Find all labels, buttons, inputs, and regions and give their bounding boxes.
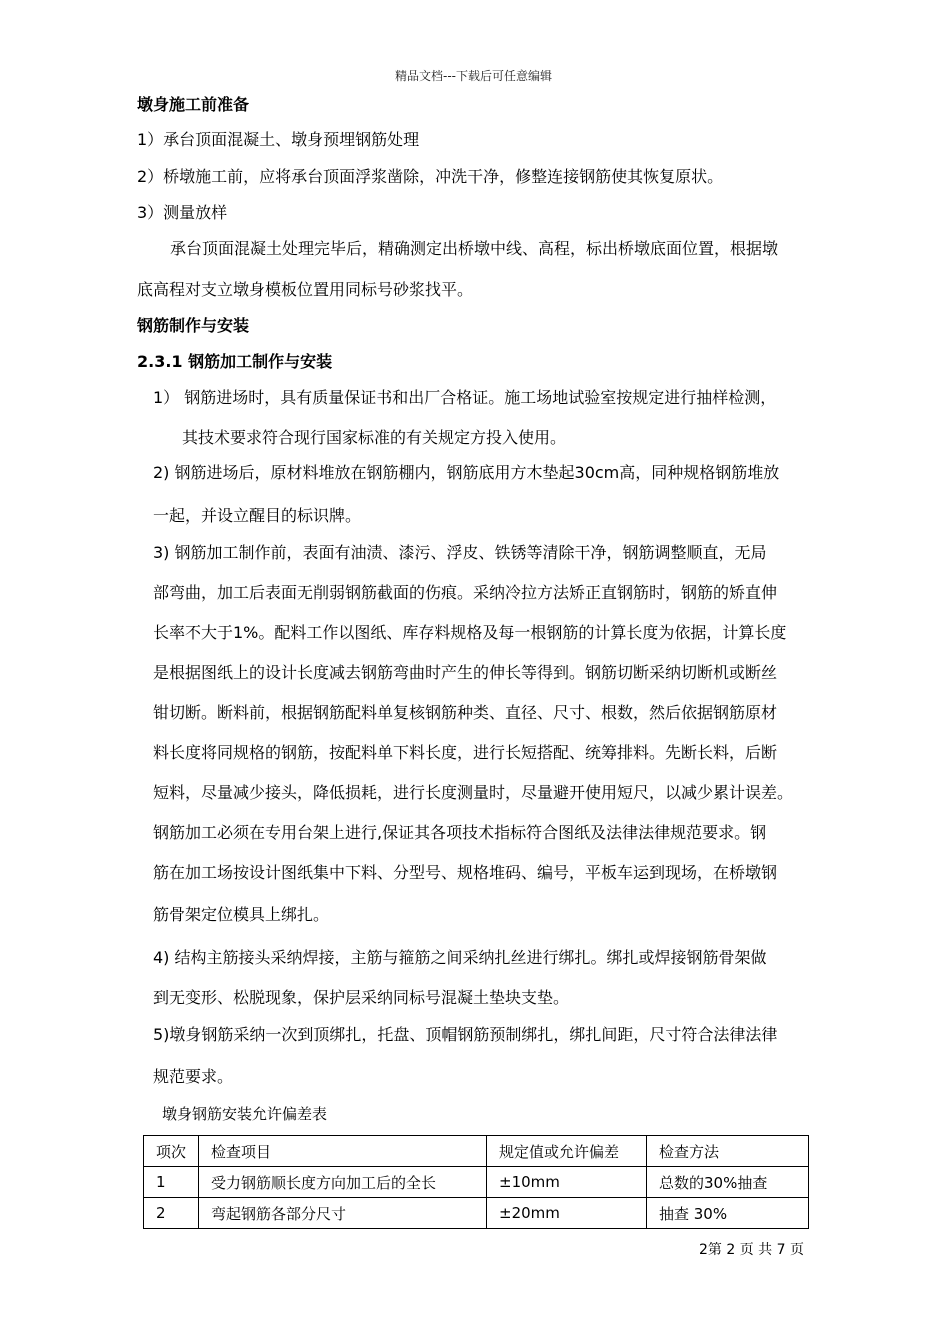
paragraph-line: 3) 钢筋加工制作前，表面有油渍、漆污、浮皮、铁锈等清除干净，钢筋调整顺直，无局: [153, 543, 767, 562]
paragraph-line: 1） 钢筋进场时，具有质量保证书和出厂合格证。施工场地试验室按规定进行抽样检测，: [153, 388, 777, 407]
table-cell: ±10mm: [487, 1167, 647, 1198]
table-cell: 受力钢筋顺长度方向加工后的全长: [199, 1167, 487, 1198]
table-cell: ±20mm: [487, 1198, 647, 1229]
paragraph-line: 规范要求。: [153, 1067, 234, 1086]
paragraph-line: 1）承台顶面混凝土、墩身预埋钢筋处理: [137, 130, 420, 149]
paragraph-line: 短料，尽量减少接头，降低损耗，进行长度测量时，尽量避开使用短尺，以减少累计误差。: [153, 783, 794, 802]
paragraph-line: 4) 结构主筋接头采纳焊接，主筋与箍筋之间采纳扎丝进行绑扎。绑扎或焊接钢筋骨架做: [153, 948, 767, 967]
paragraph-line: 部弯曲，加工后表面无削弱钢筋截面的伤痕。采纳冷拉方法矫正直钢筋时，钢筋的矫直伸: [153, 583, 778, 602]
paragraph-line: 5)墩身钢筋采纳一次到顶绑扎，托盘、顶帽钢筋预制绑扎，绑扎间距，尺寸符合法律法律: [153, 1025, 778, 1044]
paragraph-line: 筋在加工场按设计图纸集中下料、分型号、规格堆码、编号，平板车运到现场，在桥墩钢: [153, 863, 778, 882]
deviation-table: [143, 1135, 809, 1229]
paragraph-line: 一起，并设立醒目的标识牌。: [153, 506, 362, 525]
subsection-heading: 2.3.1 钢筋加工制作与安装: [137, 352, 333, 371]
table-cell: 抽查 30%: [647, 1198, 809, 1229]
paragraph-line: 2）桥墩施工前，应将承台顶面浮浆凿除，冲洗干净，修整连接钢筋使其恢复原状。: [137, 167, 724, 186]
table-cell: 总数的30%抽查: [647, 1167, 809, 1198]
paragraph-line: 筋骨架定位模具上绑扎。: [153, 905, 330, 924]
section-heading-pier-prep: 墩身施工前准备: [137, 95, 250, 114]
table-header-cell: 检查方法: [647, 1136, 809, 1167]
table-cell: 2: [144, 1198, 199, 1229]
paragraph-line: 到无变形、松脱现象，保护层采纳同标号混凝土垫块支垫。: [153, 988, 570, 1007]
table-header-row: [144, 1136, 809, 1167]
page-footer: 2第 2 页 共 7 页: [699, 1242, 804, 1258]
paragraph-line: 是根据图纸上的设计长度减去钢筋弯曲时产生的伸长等得到。钢筋切断采纳切断机或断丝: [153, 663, 778, 682]
paragraph-line: 料长度将同规格的钢筋，按配料单下料长度，进行长短搭配、统筹排料。先断长料，后断: [153, 743, 778, 762]
page-header: 精品文档---下载后可任意编辑: [395, 69, 552, 83]
table-row: [144, 1167, 809, 1198]
table-header-cell: 规定值或允许偏差: [487, 1136, 647, 1167]
paragraph-line: 其技术要求符合现行国家标准的有关规定方投入使用。: [182, 428, 567, 447]
table-cell: 弯起钢筋各部分尺寸: [199, 1198, 487, 1229]
table-cell: 1: [144, 1167, 199, 1198]
paragraph-line: 钢筋加工必须在专用台架上进行,保证其各项技术指标符合图纸及法律法律规范要求。钢: [153, 823, 767, 842]
table-caption: 墩身钢筋安装允许偏差表: [162, 1105, 328, 1123]
table-header-cell: 项次: [144, 1136, 199, 1167]
paragraph-line: 承台顶面混凝土处理完毕后，精确测定出桥墩中线、高程，标出桥墩底面位置，根据墩: [170, 239, 779, 258]
paragraph-line: 长率不大于1%。配料工作以图纸、库存料规格及每一根钢筋的计算长度为依据，计算长度: [153, 623, 787, 642]
paragraph-line: 底高程对支立墩身模板位置用同标号砂浆找平。: [137, 280, 474, 299]
table-row: [144, 1198, 809, 1229]
table-header-cell: 检查项目: [199, 1136, 487, 1167]
section-heading-rebar: 钢筋制作与安装: [137, 316, 250, 335]
paragraph-line: 2) 钢筋进场后，原材料堆放在钢筋棚内，钢筋底用方木垫起30cm高，同种规格钢筋堆放: [153, 463, 780, 482]
paragraph-line: 钳切断。断料前，根据钢筋配料单复核钢筋种类、直径、尺寸、根数，然后依据钢筋原材: [153, 703, 778, 722]
paragraph-line: 3）测量放样: [137, 203, 228, 222]
